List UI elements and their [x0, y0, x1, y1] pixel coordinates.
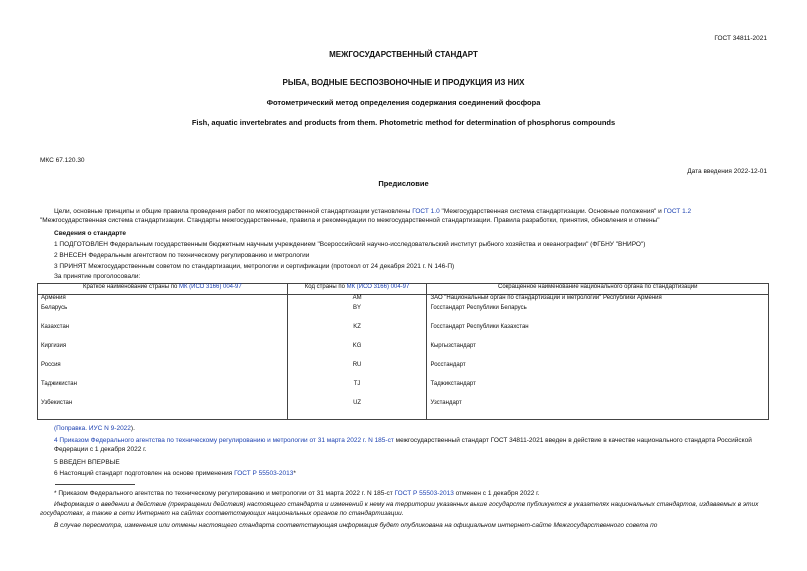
cell-country: Россия — [38, 362, 288, 381]
table-row — [38, 295, 769, 305]
item-4-text: межгосударственный стандарт ГОСТ 34811-2021 введен в действие в качестве национального стандарта Российской Федерации с 1 декабря 2022 г. — [54, 437, 752, 453]
footnote-divider — [55, 484, 135, 485]
table-header-row — [38, 284, 769, 295]
amendment-bracket: ). — [130, 425, 135, 432]
cell-body: ЗАО "Национальный орган по стандартизации и метрологии" Республики Армения — [427, 295, 769, 305]
item-4 — [54, 436, 769, 454]
table-row — [38, 305, 769, 324]
amendment-link[interactable]: Поправка. ИУС N 9-2022 — [56, 425, 131, 432]
amendment-bracket: ( — [54, 425, 57, 432]
mk-link[interactable]: МК (ИСО 3166) 004-97 — [178, 284, 242, 290]
footnote-text: * Приказом Федерального агентства по техническому регулированию и метрологии от 31 марта 2022 г. N 185-ст — [54, 490, 395, 497]
item-1: 1 ПОДГОТОВЛЕН Федеральным государственным бюджетным научным учреждением "Всероссийский научно-исследовательский институт рыбного хозяйства и океанографии" (ФГБНУ "ВНИРО") — [54, 241, 646, 248]
cell-body: Кыргызстандарт — [427, 343, 769, 362]
footnote-1 — [54, 489, 540, 498]
cell-code: RU — [287, 362, 427, 381]
gost-1-0-link[interactable]: ГОСТ 1.0 — [412, 208, 440, 215]
table-row — [38, 343, 769, 362]
cell-code: TJ — [287, 381, 427, 400]
cell-country: Киргизия — [38, 343, 288, 362]
item-6-text: 6 Настоящий стандарт подготовлен на основе применения — [54, 470, 235, 477]
item-2: 2 ВНЕСЕН Федеральным агентством по техническому регулированию и метрологии — [54, 252, 310, 259]
voted-label: За принятие проголосовали: — [54, 273, 141, 280]
preface-paragraph-cont: "Межгосударственная система стандартизации. Стандарты межгосударственные, правила и рекомендации по межгосударственной стандартизации. Правила разработки, принятия, обновления и отмены" — [40, 217, 660, 224]
header-country — [38, 284, 288, 295]
footnote-marker: * — [293, 470, 296, 477]
intro-date: Дата введения 2022-12-01 — [687, 168, 767, 175]
standard-type: МЕЖГОСУДАРСТВЕННЫЙ СТАНДАРТ — [329, 50, 478, 59]
cell-body: Таджикстандарт — [427, 381, 769, 400]
preface-paragraph — [40, 207, 770, 216]
header-text: Краткое наименование страны по — [82, 284, 179, 290]
gost-1-2-link[interactable]: ГОСТ 1.2 — [663, 208, 692, 215]
footnote-text: отменен с 1 декабря 2022 г. — [453, 490, 540, 497]
table-row — [38, 400, 769, 420]
title-sub: Фотометрический метод определения содержания соединений фосфора — [266, 98, 541, 107]
gost-r-55503-link[interactable]: ГОСТ Р 55503-2013 — [234, 470, 294, 477]
cell-code: KZ — [287, 324, 427, 343]
amendment-note — [54, 424, 135, 433]
cell-country: Казахстан — [38, 324, 288, 343]
cell-body: Госстандарт Республики Казахстан — [427, 324, 769, 343]
cell-code: BY — [287, 305, 427, 324]
cell-country: Таджикистан — [38, 381, 288, 400]
header-code — [287, 284, 427, 295]
footnote-3: В случае пересмотра, изменения или отмены настоящего стандарта соответствующая информация будет опубликована на официальном интернет-сайте Межгосударственного совета по — [54, 522, 658, 529]
item-5: 5 ВВЕДЕН ВПЕРВЫЕ — [54, 459, 120, 466]
table-row — [38, 381, 769, 400]
item-3: 3 ПРИНЯТ Межгосударственным советом по стандартизации, метрологии и сертификации (протокол от 24 декабря 2021 г. N 146-П) — [54, 263, 455, 270]
item-6 — [54, 469, 296, 478]
cell-body: Узстандарт — [427, 400, 769, 420]
preface-text: Цели, основные принципы и общие правила проведения работ по межгосударственной стандартизации установлены — [54, 208, 413, 215]
section-title: Предисловие — [378, 179, 429, 188]
cell-country: Армения — [38, 295, 288, 305]
cell-body: Росстандарт — [427, 362, 769, 381]
title-english: Fish, aquatic invertebrates and products from them. Photometric method for determination of phosphorus compounds — [191, 118, 616, 127]
cell-code: AM — [287, 295, 427, 305]
table-row — [38, 324, 769, 343]
order-link[interactable]: 4 Приказом Федерального агентства по техническому регулированию и метрологии от 31 марта 2022 г. N 185-ст — [54, 437, 394, 444]
footnote-2: Информация о введении в действие (прекращении действия) настоящего стандарта и изменений к нему на территории указанных выше государств публикуется в указателях национальных стандартов, издаваемых в этих государствах, а также в сети Интернет на сайтах соответствующих национальных органов по стандартизации. — [40, 501, 759, 517]
header-text: Код страны по — [304, 284, 347, 290]
preface-text: "Межгосударственная система стандартизации. Основные положения" и — [439, 208, 664, 215]
mk-link[interactable]: МК (ИСО 3166) 004-97 — [346, 284, 410, 290]
gost-r-55503-footnote-link[interactable]: ГОСТ Р 55503-2013 — [394, 490, 454, 497]
document-code: ГОСТ 34811-2021 — [714, 35, 767, 42]
table-row — [38, 362, 769, 381]
cell-code: UZ — [287, 400, 427, 420]
info-heading: Сведения о стандарте — [54, 230, 127, 237]
cell-country: Беларусь — [38, 305, 288, 324]
header-body: Сокращенное наименование национального органа по стандартизации — [427, 284, 769, 295]
cell-country: Узбекистан — [38, 400, 288, 420]
cell-body: Госстандарт Республики Беларусь — [427, 305, 769, 324]
cell-code: KG — [287, 343, 427, 362]
mks-code: МКС 67.120.30 — [40, 157, 85, 164]
states-table — [37, 283, 769, 420]
title-main: РЫБА, ВОДНЫЕ БЕСПОЗВОНОЧНЫЕ И ПРОДУКЦИЯ ИЗ НИХ — [282, 78, 525, 87]
